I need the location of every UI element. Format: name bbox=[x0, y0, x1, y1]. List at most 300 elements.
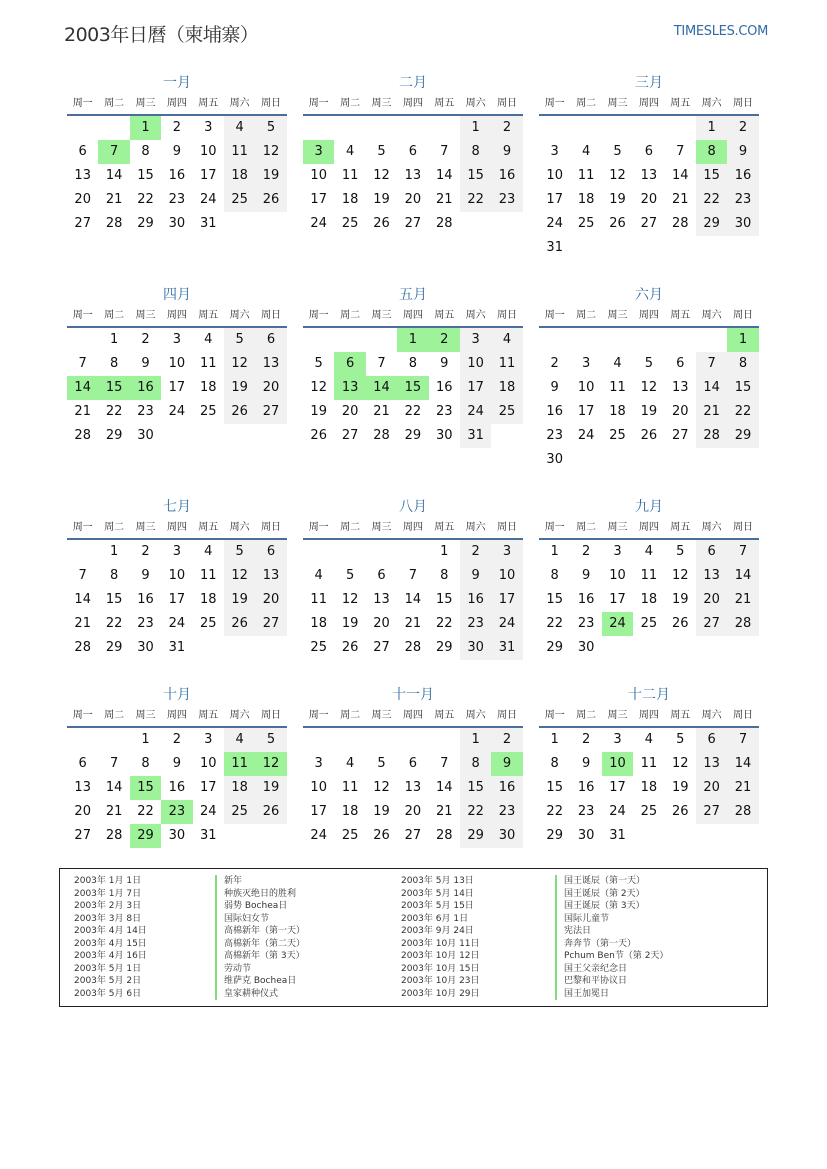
day-cell: 13 bbox=[373, 592, 390, 607]
day-cell: 22 bbox=[105, 616, 123, 631]
day-cell: 2 bbox=[141, 332, 150, 347]
day-cell: 22 bbox=[137, 804, 154, 819]
empty-cell bbox=[303, 540, 334, 564]
day-cell: 9 bbox=[440, 356, 449, 371]
holiday-name: 国际儿童节 bbox=[555, 913, 668, 926]
day-cell: 16 bbox=[168, 780, 186, 795]
day-cell: 5 bbox=[224, 540, 255, 564]
weekday-label: 周五 bbox=[434, 310, 455, 321]
weekday-label: 周四 bbox=[166, 710, 187, 721]
day-cell: 2 bbox=[550, 356, 559, 371]
day-cell: 21 bbox=[373, 404, 390, 419]
day-cell: 7 bbox=[676, 144, 685, 159]
day-cell: 26 bbox=[310, 428, 327, 443]
day-cell: 4 bbox=[613, 356, 622, 371]
holiday-name: 国际妇女节 bbox=[215, 913, 305, 926]
day-cell: 17 bbox=[168, 592, 186, 607]
day-cell: 8 bbox=[408, 356, 417, 371]
weekday-label: 周三 bbox=[371, 710, 392, 721]
day-cell: 22 bbox=[460, 188, 491, 212]
day-cell: 25 bbox=[640, 616, 658, 631]
weekday-label: 周日 bbox=[261, 98, 282, 109]
weekday-label: 周六 bbox=[701, 522, 722, 533]
day-cell: 21 bbox=[105, 192, 123, 207]
day-cell: 8 bbox=[727, 352, 758, 376]
month-name: 七月 bbox=[163, 499, 191, 515]
weekday-label: 周四 bbox=[638, 522, 659, 533]
weekday-label: 周一 bbox=[544, 310, 565, 321]
day-cell: 7 bbox=[408, 568, 417, 583]
day-cell: 1 bbox=[460, 116, 491, 140]
day-cell: 28 bbox=[727, 800, 758, 824]
holiday-name: 国王诞辰（第一天） bbox=[555, 875, 668, 888]
day-cell: 26 bbox=[609, 216, 626, 231]
empty-cell bbox=[397, 116, 428, 140]
day-cell: 5 bbox=[644, 356, 653, 371]
holiday-date: 2003年 4月 14日 bbox=[74, 926, 147, 936]
day-cell: 18 bbox=[341, 804, 359, 819]
day-cell: 11 bbox=[609, 380, 626, 395]
weekday-label: 周四 bbox=[402, 310, 423, 321]
day-cell: 1 bbox=[109, 332, 119, 347]
month-name: 十一月 bbox=[392, 687, 434, 703]
day-cell: 5 bbox=[345, 568, 355, 583]
holiday-day-cell: 1 bbox=[727, 328, 758, 352]
day-cell: 14 bbox=[105, 780, 123, 795]
day-cell: 20 bbox=[640, 192, 658, 207]
day-cell: 5 bbox=[255, 728, 286, 752]
day-cell: 14 bbox=[105, 168, 123, 183]
day-cell: 8 bbox=[141, 144, 150, 159]
day-cell: 23 bbox=[137, 404, 154, 419]
day-cell: 4 bbox=[224, 116, 255, 140]
weekday-label: 周三 bbox=[371, 310, 392, 321]
holiday-date: 2003年 5月 2日 bbox=[74, 976, 142, 986]
day-cell: 8 bbox=[141, 756, 150, 771]
day-cell: 12 bbox=[373, 780, 390, 795]
day-cell: 17 bbox=[310, 192, 327, 207]
day-cell: 4 bbox=[581, 144, 591, 159]
weekday-header bbox=[539, 306, 759, 328]
day-cell: 27 bbox=[341, 428, 359, 443]
day-cell: 1 bbox=[696, 116, 727, 140]
day-cell: 19 bbox=[255, 164, 286, 188]
day-cell: 13 bbox=[696, 564, 727, 588]
weekday-header bbox=[539, 518, 759, 540]
day-cell: 29 bbox=[404, 428, 422, 443]
month-name: 十月 bbox=[163, 687, 191, 703]
day-cell: 6 bbox=[408, 144, 417, 159]
weekday-label: 周二 bbox=[576, 710, 597, 721]
weekday-label: 周六 bbox=[229, 522, 250, 533]
empty-cell bbox=[429, 116, 460, 140]
day-cell: 16 bbox=[577, 592, 595, 607]
day-cell: 8 bbox=[109, 568, 119, 583]
day-cell: 11 bbox=[640, 568, 658, 583]
month-name: 九月 bbox=[635, 499, 663, 515]
month-name: 八月 bbox=[399, 499, 427, 515]
day-cell: 4 bbox=[644, 544, 653, 559]
day-cell: 30 bbox=[727, 212, 758, 236]
day-cell: 26 bbox=[373, 828, 390, 843]
day-cell: 13 bbox=[255, 352, 286, 376]
weekday-label: 周五 bbox=[198, 310, 219, 321]
holiday-day-cell: 23 bbox=[161, 800, 192, 824]
day-cell: 6 bbox=[255, 540, 286, 564]
weekday-header bbox=[539, 706, 759, 728]
day-cell: 17 bbox=[460, 376, 491, 400]
month-8 bbox=[303, 496, 523, 660]
holiday-name: 高棉新年（第二天） bbox=[215, 938, 305, 951]
holiday-name: 高棉新年（第 3天） bbox=[215, 950, 305, 963]
day-cell: 12 bbox=[373, 168, 390, 183]
day-cell: 29 bbox=[696, 212, 727, 236]
weekday-label: 周二 bbox=[104, 710, 125, 721]
day-cell: 27 bbox=[671, 428, 689, 443]
day-cell: 28 bbox=[105, 828, 123, 843]
day-cell: 3 bbox=[581, 356, 591, 371]
day-cell: 17 bbox=[310, 804, 327, 819]
holiday-day-cell: 15 bbox=[98, 376, 129, 400]
day-cell: 28 bbox=[435, 216, 453, 231]
empty-cell bbox=[98, 728, 129, 752]
day-cell: 7 bbox=[440, 756, 449, 771]
day-cell: 6 bbox=[377, 568, 386, 583]
day-cell: 30 bbox=[577, 640, 595, 655]
day-cell: 26 bbox=[341, 640, 359, 655]
month-name: 十二月 bbox=[628, 687, 670, 703]
day-cell: 16 bbox=[460, 588, 491, 612]
weekday-label: 周日 bbox=[733, 710, 754, 721]
day-cell: 26 bbox=[640, 428, 658, 443]
day-cell: 3 bbox=[613, 544, 622, 559]
weekday-label: 周三 bbox=[607, 310, 628, 321]
holiday-name: 国王加冕日 bbox=[555, 988, 668, 1001]
day-cell: 25 bbox=[609, 428, 626, 443]
day-cell: 20 bbox=[696, 776, 727, 800]
day-cell: 21 bbox=[404, 616, 422, 631]
day-cell: 26 bbox=[671, 804, 689, 819]
holiday-list bbox=[59, 868, 768, 1007]
weekday-label: 周一 bbox=[544, 710, 565, 721]
weekday-label: 周一 bbox=[72, 710, 93, 721]
day-cell: 4 bbox=[345, 756, 355, 771]
day-cell: 6 bbox=[78, 144, 87, 159]
month-4 bbox=[67, 284, 287, 448]
day-cell: 5 bbox=[613, 144, 622, 159]
day-cell: 5 bbox=[676, 732, 685, 747]
day-cell: 24 bbox=[199, 804, 217, 819]
holiday-name: Pchum Ben节（第 2天） bbox=[555, 950, 668, 963]
empty-cell bbox=[633, 328, 664, 352]
day-cell: 8 bbox=[460, 140, 491, 164]
day-cell: 29 bbox=[105, 640, 123, 655]
holiday-date: 2003年 9月 24日 bbox=[401, 926, 474, 936]
holiday-name: 宪法日 bbox=[555, 925, 668, 938]
day-grid bbox=[539, 728, 759, 848]
day-cell: 12 bbox=[255, 140, 286, 164]
day-cell: 22 bbox=[105, 404, 123, 419]
weekday-label: 周四 bbox=[166, 310, 187, 321]
holiday-date: 2003年 10月 23日 bbox=[401, 976, 480, 986]
day-cell: 26 bbox=[255, 800, 286, 824]
holiday-day-cell: 13 bbox=[334, 376, 365, 400]
day-cell: 18 bbox=[491, 376, 522, 400]
day-cell: 2 bbox=[491, 728, 522, 752]
weekday-label: 周二 bbox=[340, 310, 361, 321]
day-cell: 15 bbox=[460, 164, 491, 188]
holiday-day-cell: 29 bbox=[130, 824, 161, 848]
weekday-header bbox=[67, 306, 287, 328]
day-cell: 18 bbox=[224, 164, 255, 188]
weekday-label: 周五 bbox=[434, 710, 455, 721]
day-cell: 28 bbox=[105, 216, 123, 231]
day-cell: 19 bbox=[224, 588, 255, 612]
day-cell: 17 bbox=[168, 380, 186, 395]
day-cell: 6 bbox=[676, 356, 685, 371]
empty-cell bbox=[696, 328, 727, 352]
day-grid bbox=[67, 116, 287, 236]
weekday-label: 周日 bbox=[261, 310, 282, 321]
day-cell: 28 bbox=[671, 216, 689, 231]
empty-cell bbox=[67, 116, 98, 140]
day-cell: 30 bbox=[168, 216, 186, 231]
day-cell: 25 bbox=[199, 404, 217, 419]
day-cell: 19 bbox=[609, 192, 626, 207]
weekday-label: 周六 bbox=[465, 522, 486, 533]
day-cell: 28 bbox=[727, 612, 758, 636]
day-cell: 3 bbox=[314, 756, 323, 771]
day-cell: 31 bbox=[491, 636, 522, 660]
weekday-label: 周五 bbox=[670, 98, 691, 109]
day-cell: 21 bbox=[727, 776, 758, 800]
weekday-header bbox=[67, 94, 287, 116]
day-cell: 20 bbox=[696, 588, 727, 612]
holiday-name: 国王诞辰（第 3天） bbox=[555, 900, 668, 913]
day-cell: 23 bbox=[460, 612, 491, 636]
weekday-label: 周三 bbox=[135, 98, 156, 109]
day-cell: 20 bbox=[255, 376, 286, 400]
weekday-label: 周二 bbox=[104, 310, 125, 321]
day-cell: 26 bbox=[373, 216, 390, 231]
day-cell: 9 bbox=[172, 144, 181, 159]
day-cell: 13 bbox=[696, 752, 727, 776]
day-cell: 25 bbox=[224, 800, 255, 824]
empty-cell bbox=[602, 328, 633, 352]
day-cell: 12 bbox=[671, 756, 689, 771]
weekday-label: 周日 bbox=[497, 522, 518, 533]
day-cell: 30 bbox=[460, 636, 491, 660]
holiday-name: 高棉新年（第一天） bbox=[215, 925, 305, 938]
day-cell: 29 bbox=[460, 824, 491, 848]
weekday-label: 周五 bbox=[670, 522, 691, 533]
weekday-label: 周一 bbox=[308, 310, 329, 321]
day-cell: 24 bbox=[546, 216, 563, 231]
day-cell: 21 bbox=[696, 400, 727, 424]
day-cell: 15 bbox=[696, 164, 727, 188]
day-cell: 11 bbox=[577, 168, 595, 183]
weekday-label: 周六 bbox=[229, 710, 250, 721]
weekday-label: 周二 bbox=[576, 310, 597, 321]
day-cell: 15 bbox=[137, 168, 154, 183]
day-cell: 10 bbox=[310, 780, 327, 795]
weekday-label: 周二 bbox=[104, 522, 125, 533]
holiday-date: 2003年 6月 1日 bbox=[401, 913, 469, 924]
weekday-label: 周四 bbox=[166, 522, 187, 533]
empty-cell bbox=[397, 540, 428, 564]
holiday-name: 劳动节 bbox=[215, 963, 305, 976]
day-cell: 14 bbox=[727, 752, 758, 776]
day-cell: 9 bbox=[727, 140, 758, 164]
day-cell: 9 bbox=[581, 568, 591, 583]
day-cell: 17 bbox=[491, 588, 522, 612]
day-cell: 25 bbox=[199, 616, 217, 631]
empty-cell bbox=[67, 328, 98, 352]
holiday-date: 2003年 4月 15日 bbox=[74, 938, 147, 949]
day-cell: 30 bbox=[137, 428, 154, 443]
day-cell: 8 bbox=[460, 752, 491, 776]
day-grid bbox=[303, 328, 523, 448]
day-cell: 24 bbox=[577, 428, 595, 443]
holiday-day-cell: 1 bbox=[397, 328, 428, 352]
day-cell: 6 bbox=[644, 144, 653, 159]
day-cell: 31 bbox=[199, 216, 217, 231]
day-cell: 2 bbox=[172, 120, 181, 135]
day-cell: 10 bbox=[199, 144, 217, 159]
day-cell: 4 bbox=[345, 144, 355, 159]
month-10 bbox=[67, 684, 287, 848]
day-cell: 22 bbox=[137, 192, 154, 207]
holiday-day-cell: 9 bbox=[491, 752, 522, 776]
weekday-label: 周四 bbox=[402, 522, 423, 533]
day-cell: 23 bbox=[168, 192, 186, 207]
day-cell: 24 bbox=[199, 192, 217, 207]
day-cell: 29 bbox=[435, 640, 453, 655]
day-cell: 12 bbox=[341, 592, 359, 607]
day-cell: 27 bbox=[404, 216, 422, 231]
day-cell: 18 bbox=[609, 404, 626, 419]
weekday-label: 周二 bbox=[576, 98, 597, 109]
day-cell: 2 bbox=[141, 544, 150, 559]
day-grid bbox=[67, 540, 287, 660]
day-cell: 7 bbox=[696, 352, 727, 376]
day-cell: 23 bbox=[137, 616, 154, 631]
empty-cell bbox=[539, 116, 570, 140]
weekday-label: 周六 bbox=[701, 710, 722, 721]
day-cell: 13 bbox=[255, 564, 286, 588]
day-cell: 13 bbox=[74, 168, 91, 183]
day-cell: 31 bbox=[609, 828, 626, 843]
day-cell: 20 bbox=[74, 804, 91, 819]
weekday-label: 周六 bbox=[229, 98, 250, 109]
day-cell: 28 bbox=[404, 640, 422, 655]
weekday-header bbox=[539, 94, 759, 116]
weekday-label: 周六 bbox=[465, 310, 486, 321]
day-cell: 27 bbox=[373, 640, 390, 655]
day-cell: 2 bbox=[727, 116, 758, 140]
weekday-label: 周三 bbox=[135, 310, 156, 321]
day-cell: 7 bbox=[78, 356, 87, 371]
day-cell: 8 bbox=[550, 756, 559, 771]
day-cell: 23 bbox=[546, 428, 563, 443]
weekday-label: 周二 bbox=[576, 522, 597, 533]
empty-cell bbox=[429, 728, 460, 752]
day-cell: 31 bbox=[168, 640, 186, 655]
empty-cell bbox=[334, 328, 365, 352]
day-cell: 5 bbox=[314, 356, 323, 371]
day-cell: 3 bbox=[550, 144, 559, 159]
weekday-label: 周五 bbox=[434, 522, 455, 533]
day-cell: 2 bbox=[491, 116, 522, 140]
empty-cell bbox=[67, 540, 98, 564]
weekday-label: 周五 bbox=[670, 710, 691, 721]
empty-cell bbox=[303, 728, 334, 752]
empty-cell bbox=[633, 116, 664, 140]
day-cell: 15 bbox=[546, 592, 563, 607]
day-cell: 3 bbox=[172, 544, 181, 559]
day-cell: 14 bbox=[74, 592, 91, 607]
day-cell: 31 bbox=[460, 424, 491, 448]
day-cell: 25 bbox=[341, 828, 359, 843]
day-cell: 25 bbox=[577, 216, 595, 231]
day-cell: 17 bbox=[546, 192, 563, 207]
weekday-label: 周六 bbox=[465, 710, 486, 721]
weekday-label: 周二 bbox=[340, 522, 361, 533]
weekday-label: 周日 bbox=[497, 710, 518, 721]
day-cell: 4 bbox=[224, 728, 255, 752]
day-cell: 18 bbox=[341, 192, 359, 207]
day-cell: 19 bbox=[640, 404, 658, 419]
site-brand-link[interactable]: TIMESLES.COM bbox=[673, 24, 768, 39]
day-cell: 25 bbox=[640, 804, 658, 819]
day-cell: 9 bbox=[550, 380, 559, 395]
day-cell: 29 bbox=[727, 424, 758, 448]
day-cell: 1 bbox=[109, 544, 119, 559]
weekday-label: 周一 bbox=[72, 522, 93, 533]
empty-cell bbox=[570, 116, 601, 140]
weekday-header bbox=[303, 306, 523, 328]
day-cell: 21 bbox=[74, 404, 91, 419]
day-cell: 6 bbox=[696, 540, 727, 564]
empty-cell bbox=[334, 728, 365, 752]
weekday-label: 周五 bbox=[434, 98, 455, 109]
holiday-name: 种族灭绝日的胜利 bbox=[215, 888, 305, 901]
day-cell: 29 bbox=[137, 216, 154, 231]
day-cell: 12 bbox=[310, 380, 327, 395]
day-cell: 9 bbox=[491, 140, 522, 164]
day-cell: 14 bbox=[435, 168, 453, 183]
holiday-dates-col-1 bbox=[74, 875, 147, 1000]
day-cell: 3 bbox=[172, 332, 181, 347]
day-cell: 3 bbox=[204, 732, 213, 747]
day-grid bbox=[303, 540, 523, 660]
day-cell: 15 bbox=[727, 376, 758, 400]
day-cell: 3 bbox=[460, 328, 491, 352]
day-cell: 29 bbox=[546, 640, 563, 655]
day-cell: 12 bbox=[224, 564, 255, 588]
weekday-label: 周日 bbox=[497, 310, 518, 321]
day-cell: 7 bbox=[440, 144, 449, 159]
day-cell: 30 bbox=[577, 828, 595, 843]
day-cell: 1 bbox=[550, 732, 559, 747]
day-cell: 19 bbox=[671, 780, 689, 795]
day-cell: 7 bbox=[78, 568, 87, 583]
holiday-name: 皇家耕种仪式 bbox=[215, 988, 305, 1001]
day-cell: 23 bbox=[577, 616, 595, 631]
day-cell: 11 bbox=[341, 780, 359, 795]
holiday-names-col-2 bbox=[555, 875, 668, 1000]
holiday-day-cell: 3 bbox=[303, 140, 334, 164]
